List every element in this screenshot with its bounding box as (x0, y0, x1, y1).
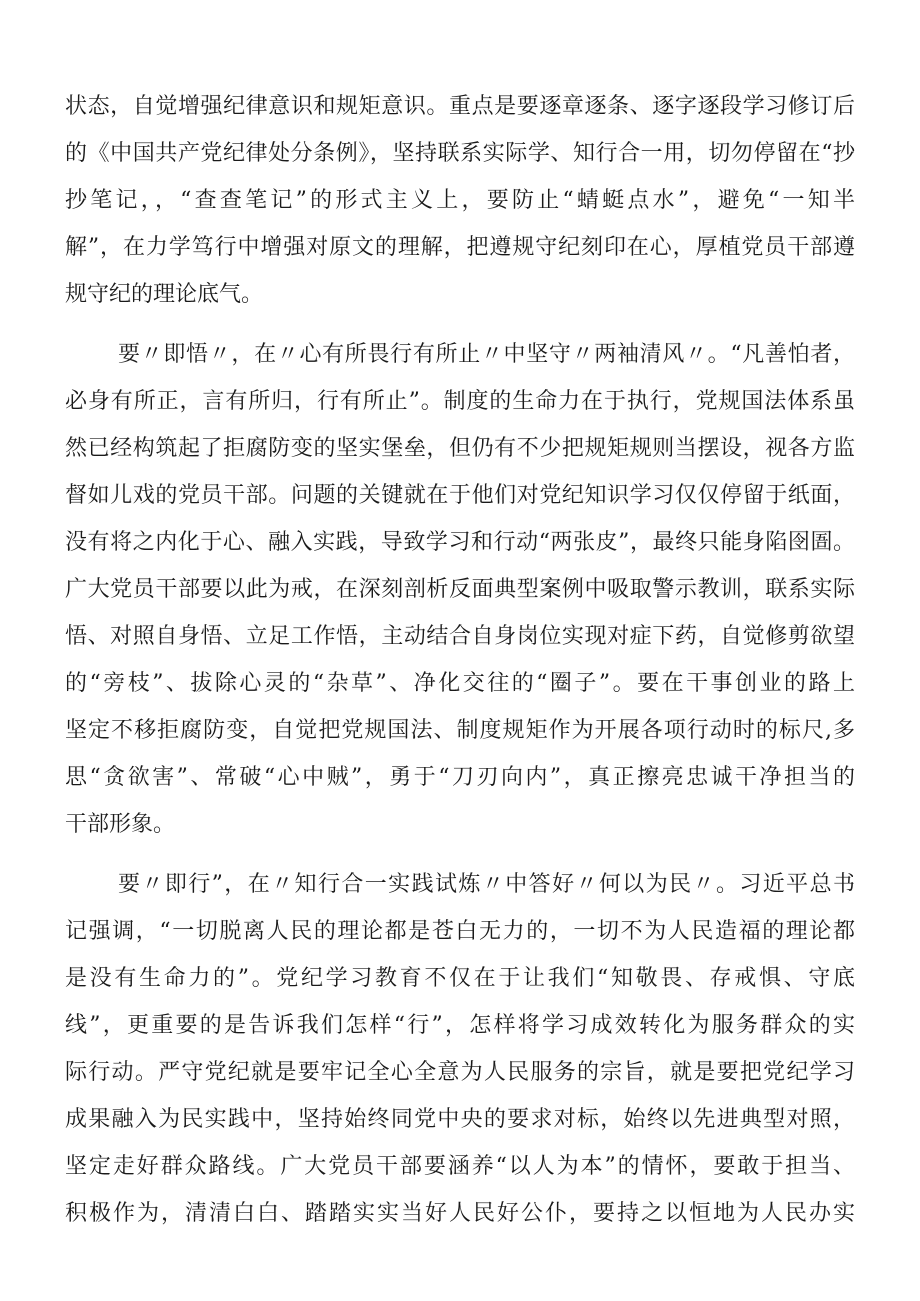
text-line: 际行动。严守党纪就是要牢记全心全意为人民服务的宗旨，就是要把党纪学习 (65, 1060, 855, 1085)
text-line: 干部形象。 (65, 812, 176, 837)
text-line: 没有将之内化于心、融入实践，导致学习和行动“两张皮”，最终只能身陷囹圄。 (65, 530, 855, 555)
text-line: 坚定不移拒腐防变，自觉把党规国法、制度规矩作为开展各项行动时的标尺,多 (65, 718, 855, 743)
text-line: 规守纪的理论底气。 (65, 282, 264, 307)
text-line: 记强调，“一切脱离人民的理论都是苍白无力的，一切不为人民造福的理论都 (65, 919, 855, 944)
text-line: 的《中国共产党纪律处分条例》，坚持联系实际学、知行合一用，切勿停留在“抄 (65, 141, 855, 166)
text-line: 积极作为，清清白白、踏踏实实当好人民好公仆，要持之以恒地为人民办实 (65, 1201, 855, 1226)
text-line: 广大党员干部要以此为戒，在深刻剖析反面典型案例中吸取警示教训，联系实际 (65, 577, 855, 602)
text-line: 必身有所正，言有所归，行有所止”。制度的生命力在于执行，党规国法体系虽 (65, 389, 855, 414)
text-line: 是没有生命力的”。党纪学习教育不仅在于让我们“知敬畏、存戒惧、守底 (65, 966, 855, 991)
text-line: 成果融入为民实践中，坚持始终同党中央的要求对标，始终以先进典型对照， (65, 1107, 855, 1132)
text-line: 坚定走好群众路线。广大党员干部要涵养“以人为本”的情怀，要敢于担当、 (65, 1154, 855, 1179)
text-line: 思“贪欲害”、常破“心中贼”，勇于“刀刃向内”，真正擦亮忠诚干净担当的 (65, 765, 855, 790)
text-line: 要〃即行”，在〃知行合一实践试炼〃中答好〃何以为民〃。习近平总书 (118, 872, 855, 897)
text-line: 状态，自觉增强纪律意识和规矩意识。重点是要逐章逐条、逐字逐段学习修订后 (65, 94, 855, 119)
text-line: 的“旁枝”、拔除心灵的“杂草”、净化交往的“圈子”。要在干事创业的路上 (65, 671, 855, 696)
text-line: 线”，更重要的是告诉我们怎样“行”，怎样将学习成效转化为服务群众的实 (65, 1013, 855, 1038)
text-line: 然已经构筑起了拒腐防变的坚实堡垒，但仍有不少把规矩规则当摆设，视各方监 (65, 436, 855, 461)
text-line: 督如儿戏的党员干部。问题的关键就在于他们对党纪知识学习仅仅停留于纸面， (65, 483, 855, 508)
text-line: 抄笔记，，“查查笔记”的形式主义上，要防止“蜻蜓点水”，避免“一知半 (65, 188, 855, 213)
text-line: 要〃即悟〃，在〃心有所畏行有所止〃中坚守〃两袖清风〃。“凡善怕者， (118, 342, 855, 367)
text-line: 解”，在力学笃行中增强对原文的理解，把遵规守纪刻印在心，厚植党员干部遵 (65, 235, 855, 260)
text-line: 悟、对照自身悟、立足工作悟，主动结合自身岗位实现对症下药，自觉修剪欲望 (65, 624, 855, 649)
